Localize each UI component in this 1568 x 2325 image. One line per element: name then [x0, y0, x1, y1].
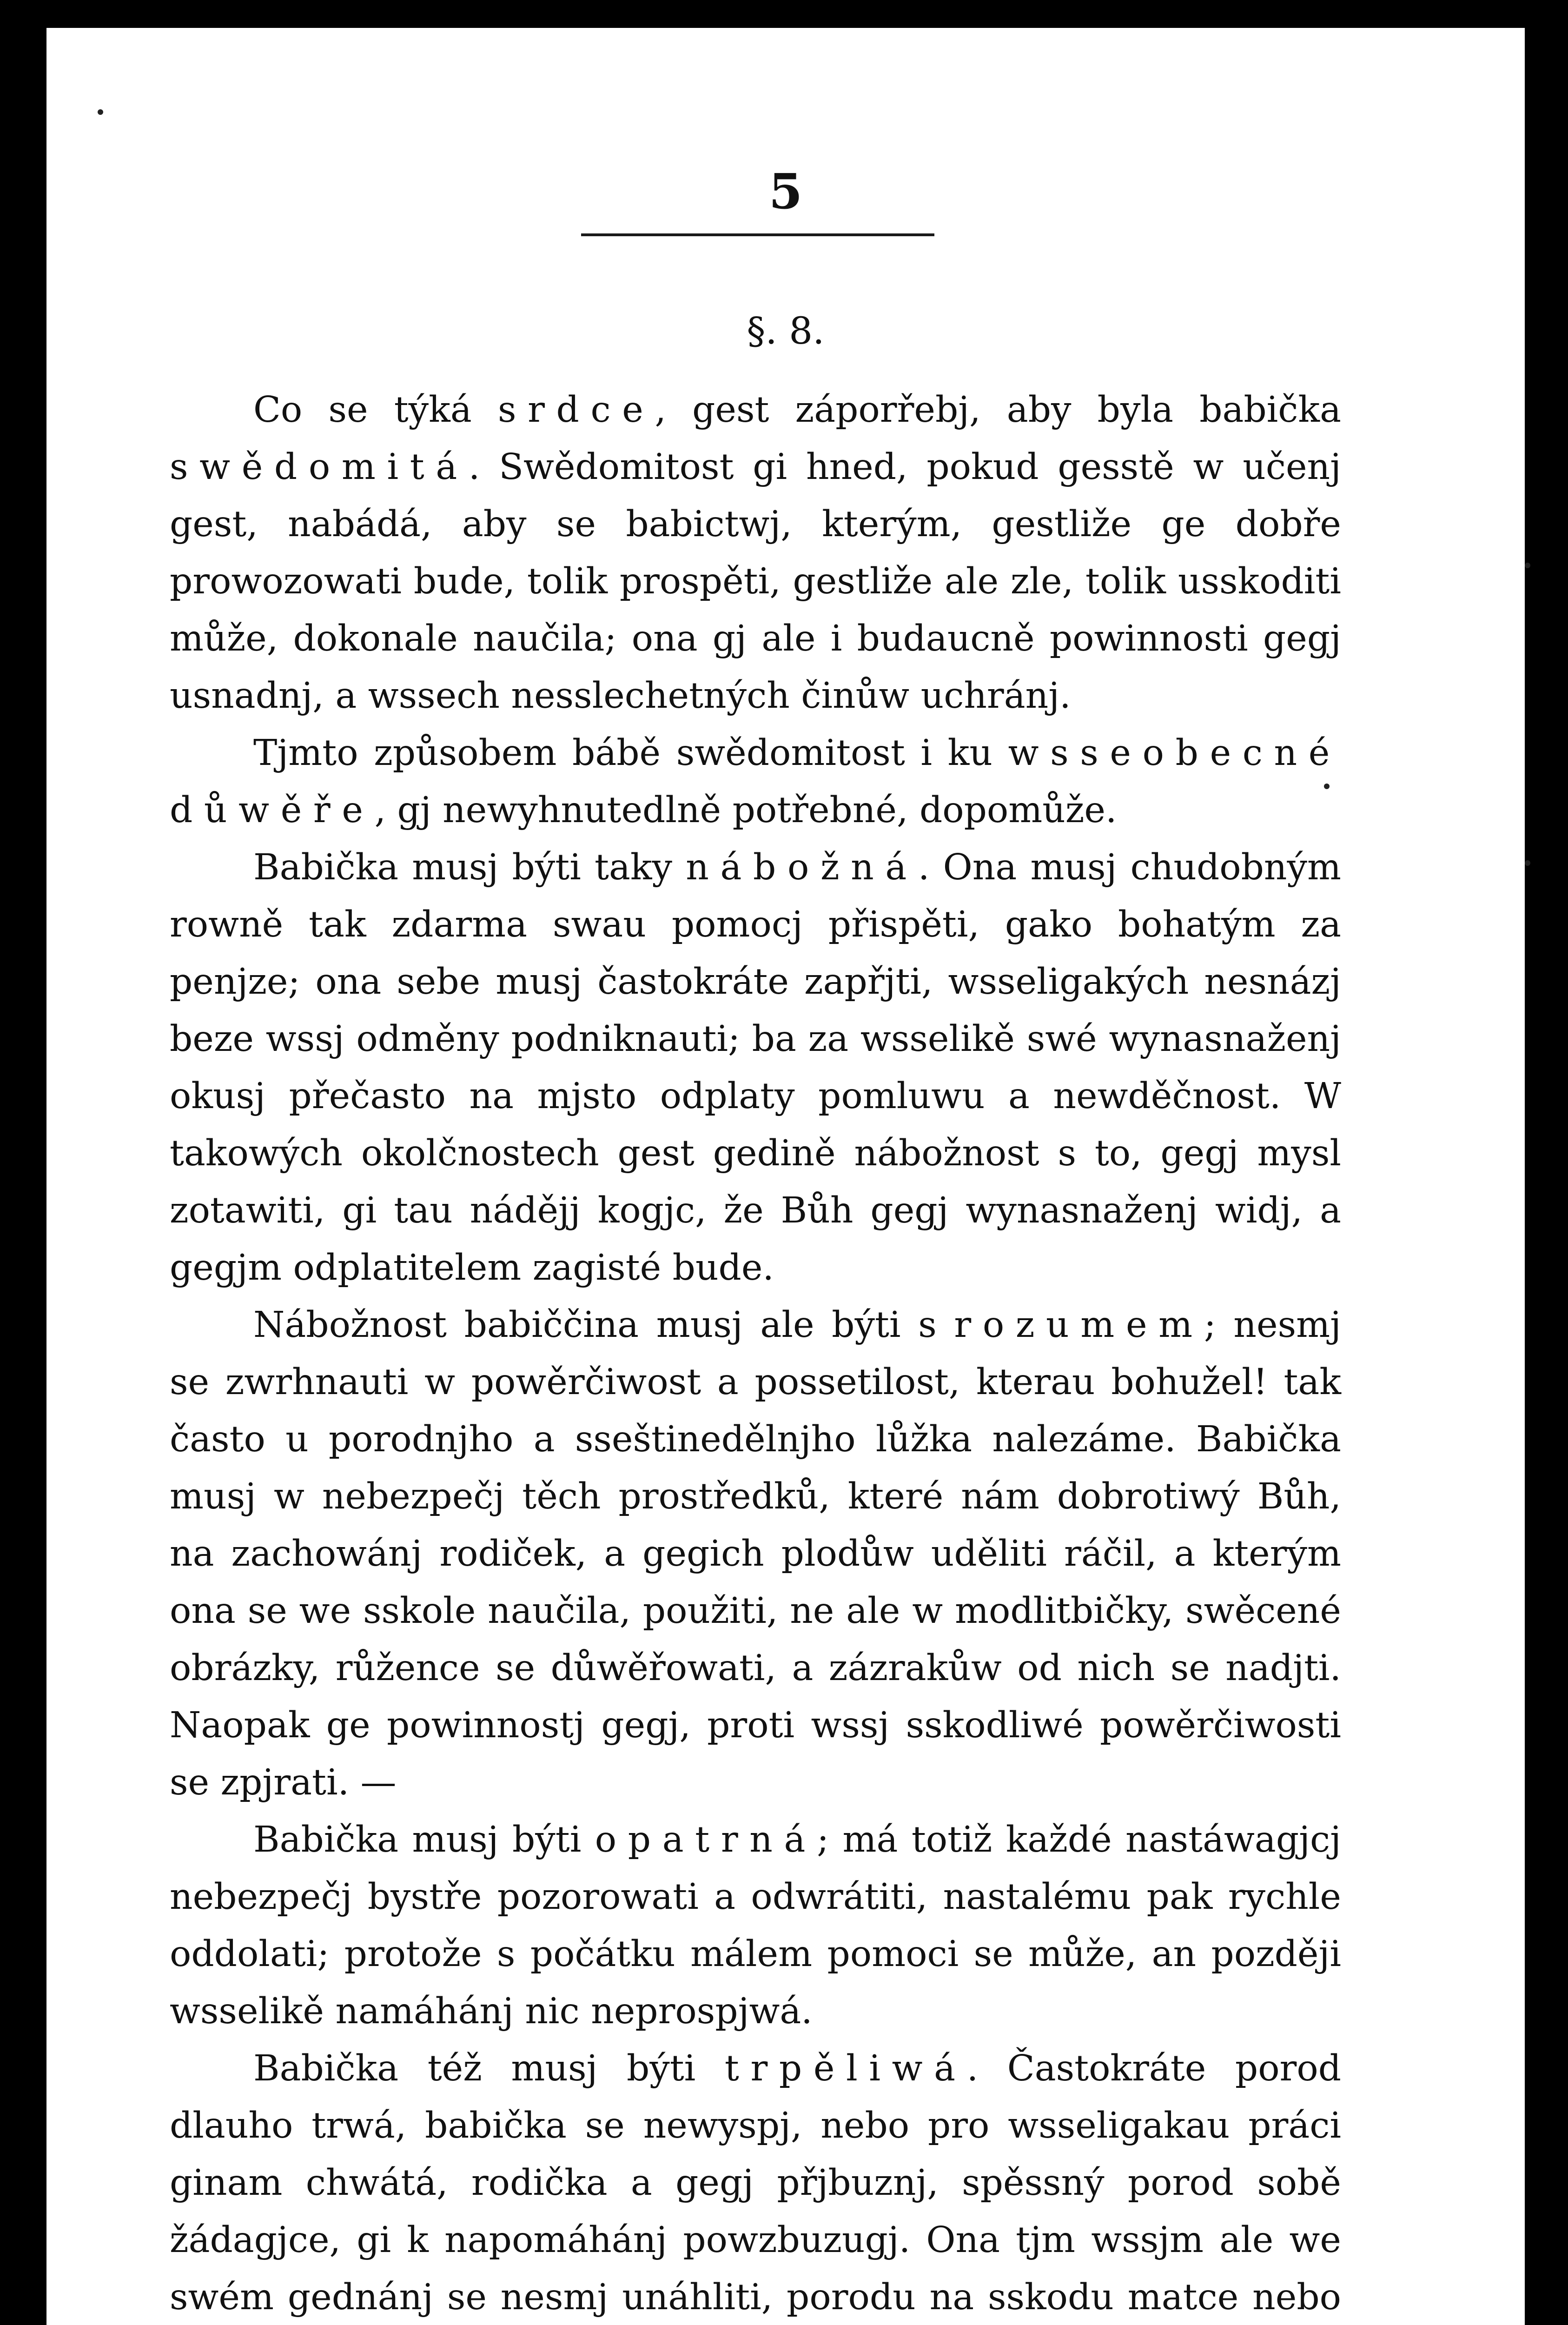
text-run: , gj newyhnutedlně potřebné, dopomůže. — [374, 790, 1117, 831]
print-speck — [1525, 563, 1530, 568]
text-run: Babička musj býti taky — [253, 847, 686, 888]
page-number: 5 — [768, 163, 803, 220]
print-speck — [1525, 860, 1530, 866]
text-run: Babička musj býti — [253, 1819, 595, 1860]
text-run: ; má totiž každé nastáwagjcj nebezpečj bystře pozorowati a odwrátiti, nastalému pak rychle oddolati; protože s počátku málem pomoci se může, an později wsselikě namáhánj nic neprospjwá. — [170, 1819, 1342, 2032]
text-run: Tjmto způsobem bábě swědomitost i ku — [253, 732, 1008, 774]
section-heading: §. 8. — [747, 309, 825, 352]
paragraph — [170, 724, 1341, 839]
header-rule — [581, 233, 934, 236]
text-run: , gest záporřebj, aby byla babička — [655, 389, 1342, 431]
paragraph — [170, 1296, 1341, 1811]
emphasized-term: opatrná — [595, 1819, 817, 1860]
text-run: Co se týká — [253, 389, 498, 431]
paragraph — [170, 381, 1341, 724]
paragraph — [170, 1811, 1341, 2040]
emphasized-term: rozumem — [954, 1304, 1204, 1346]
paragraph — [170, 2040, 1341, 2325]
text-run: . Častokráte porod dlauho trwá, babička se newyspj, nebo pro wsseligakau práci ginam chwátá, rodička a gegj přjbuznj, spěssný porod sobě žádagjce, gi k napomáhánj powzbuzugj. Ona tjm wssjm ale we swém gednánj se nesmj unáhliti, porodu na sskodu matce nebo — [170, 2048, 1342, 2318]
emphasized-term: srdce — [497, 389, 655, 431]
emphasized-term: trpěliwá — [724, 2048, 967, 2089]
text-run: . Ona musj chudobným rowně tak zdarma swau pomocj přispěti, gako bohatým za penjze; ona sebe musj častokráte zapřjti, wsseligakých nesnázj beze wssj odměny podniknauti; ba za wsselikě swé wynasnaženj okusj přečasto na mjsto odplaty pomluwu a newděčnost. W takowých okolčnostech gest gedině nábožnost s to, gegj mysl zotawiti, gi tau nádějj kogjc, že Bůh gegj wynasnaženj widj, a gegjm odplatitelem zagisté bude. — [170, 847, 1341, 1289]
text-run: . Swědomitost gi hned, pokud gesstě w učenj gest, nabádá, aby se babictwj, kterým, gestliže ge dobře prowozowati bude, tolik prospěti, gestliže ale zle, tolik usskoditi může, dokonale naučila; ona gj ale i budaucně powinnosti gegj usnadnj, a wssech nesslechetných činůw uchránj. — [170, 446, 1341, 717]
book-page — [46, 28, 1525, 2325]
emphasized-term: wsseobecné důwěře — [170, 732, 1341, 831]
body-text — [170, 381, 1341, 2325]
emphasized-term: nábožná — [686, 847, 918, 888]
text-run: Babička též musj býti — [253, 2048, 725, 2089]
text-run: ; nesmj se zwrhnauti w powěrčiwost a possetilost, kterau bohužel! tak často u porodnjho a sseštinedělnjho lůžka nalezáme. Babička musj w nebezpečj těch prostředků, které nám dobrotiwý Bůh, na zachowánj rodiček, a gegich plodůw uděliti ráčil, a kterým ona se we sskole naučila, použiti, ne ale w modlitbičky, swěcené obrázky, růžence se důwěřowati, a zázrakůw od nich se nadjti. Naopak ge powinnostj gegj, proti wssj sskodliwé powěrčiwosti se zpjrati. — — [170, 1304, 1341, 1803]
emphasized-term: swědomitá — [170, 446, 469, 488]
print-speck — [98, 109, 103, 115]
paragraph — [170, 839, 1341, 1296]
text-run: Nábožnost babiččina musj ale býti s — [253, 1304, 954, 1346]
